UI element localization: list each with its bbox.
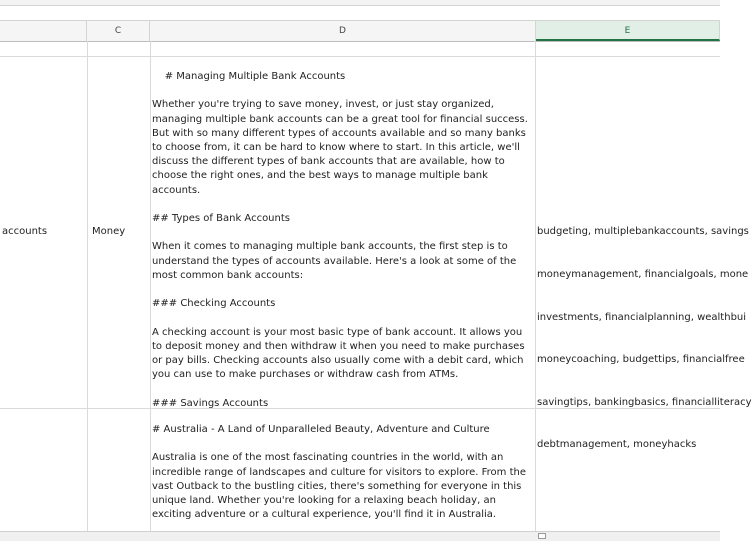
article-paragraph: Australia is one of the most fascinating countries in the world, with an incredible range of landscapes and culture for visitors to explore. From the vast Outback to the bustling cities, there's something for everyone in this unique land. Whether you're looking for a relaxing beach holiday, an exciting adventure or a cultural experience, you'll find it in Australia.: [152, 452, 530, 521]
column-header-c[interactable]: C: [87, 21, 150, 41]
column-header-b[interactable]: [0, 21, 87, 41]
cell-c-row2[interactable]: [88, 409, 150, 540]
column-header-d[interactable]: D: [150, 21, 536, 41]
tag-line: savingtips, bankingbasics, financialliteracy: [537, 396, 752, 408]
article-paragraph: A checking account is your most basic type of bank account. It allows you to deposit money and then withdraw it when you need to make purchases or pay bills. Checking accounts also usually come with a debit card, which you can use to make purchases or withdraw cash from ATMs.: [152, 326, 528, 381]
scroll-handle[interactable]: [538, 533, 546, 539]
cell-c-top[interactable]: [88, 41, 150, 56]
formula-gap: [0, 6, 720, 20]
cell-b-row1[interactable]: [0, 57, 87, 408]
article-heading: # Managing Multiple Bank Accounts: [152, 71, 346, 82]
cell-d-row1-article: [152, 70, 535, 425]
tag-line: debtmanagement, moneyhacks: [537, 439, 697, 451]
horizontal-scrollbar-track[interactable]: [0, 531, 720, 541]
article-heading: # Australia - A Land of Unparalleled Beauty, Adventure and Culture: [152, 424, 490, 435]
cell-e-top[interactable]: [536, 41, 720, 56]
article-paragraph: Whether you're trying to save money, invest, or just stay organized, managing multiple bank accounts can be a great tool for financial success. But with so many different types of accounts available and so many banks to choose from, it can be hard to know where to start. In this article, we'll discuss the different types of bank accounts that are available, how to choose the right ones, and the best ways to manage multiple bank accounts.: [152, 99, 532, 196]
article-subheading: ## Types of Bank Accounts: [152, 213, 290, 224]
cell-b-row2[interactable]: [0, 409, 87, 540]
tag-line: moneymanagement, financialgoals, mone: [537, 269, 749, 281]
tag-line: moneycoaching, budgettips, financialfree: [537, 354, 745, 366]
cell-d-top[interactable]: [151, 41, 535, 56]
column-header-bar: [0, 20, 720, 42]
cell-c-row1[interactable]: [88, 57, 150, 408]
cell-d-row2-article: [152, 423, 535, 537]
sheet-grid: [0, 41, 752, 540]
article-subheading: ### Savings Accounts: [152, 397, 269, 409]
cell-e-row2[interactable]: [536, 409, 720, 540]
column-header-e[interactable]: E: [536, 21, 720, 41]
article-paragraph: When it comes to managing multiple bank accounts, the first step is to understand the types of accounts available. Here's a look at some of the most common bank accounts:: [152, 241, 520, 281]
cell-c-row1-text: Money: [92, 226, 126, 237]
article-subheading: ### Checking Accounts: [152, 298, 276, 310]
cell-b-top[interactable]: [0, 41, 87, 56]
tag-line: budgeting, multiplebankaccounts, savings: [537, 226, 749, 238]
cell-b-row1-text: accounts: [2, 226, 48, 237]
tag-line: investments, financialplanning, wealthbui: [537, 311, 747, 323]
